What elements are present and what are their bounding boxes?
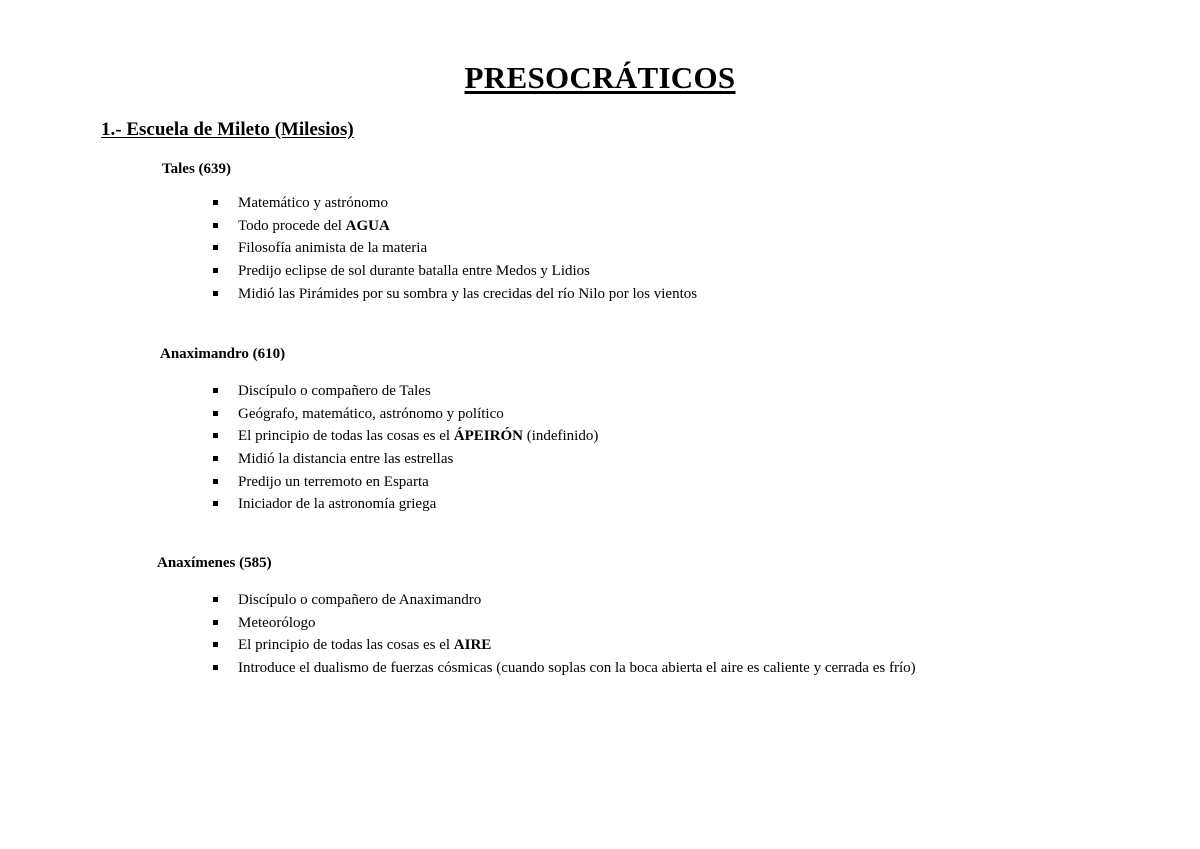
list-item: [213, 215, 697, 238]
list-item: [213, 448, 598, 471]
point-text: Predijo eclipse de sol durante batalla entre Medos y Lidios: [238, 263, 590, 280]
page-title: PRESOCRÁTICOS: [464, 60, 736, 95]
list-item: [213, 380, 598, 403]
point-text: Meteorólogo: [238, 614, 316, 631]
list-item: [213, 425, 598, 448]
point-keyword: AIRE: [453, 637, 492, 654]
anaximandro-points-list: [213, 380, 598, 516]
square-bullet-icon: [213, 411, 218, 416]
point-text: Matemático y astrónomo: [238, 195, 388, 211]
point-text: Midió la distancia entre las estrellas: [238, 451, 454, 468]
point-keyword: AGUA: [345, 217, 390, 234]
tales-points-list: [213, 192, 697, 305]
square-bullet-icon: [213, 456, 218, 461]
list-item: [213, 283, 697, 306]
list-item: [213, 471, 598, 494]
list-item: [213, 612, 916, 635]
square-bullet-icon: [213, 268, 218, 273]
square-bullet-icon: [213, 245, 218, 250]
philosopher-heading-tales: Tales (639): [162, 161, 232, 177]
point-text: Midió las Pirámides por su sombra y las crecidas del río Nilo por los vientos: [238, 285, 698, 302]
point-text: El principio de todas las cosas es el: [238, 428, 454, 445]
philosopher-heading-anaximandro: Anaximandro (610): [160, 346, 286, 362]
square-bullet-icon: [213, 501, 218, 506]
point-text: Todo procede del: [238, 217, 346, 234]
square-bullet-icon: [213, 620, 218, 625]
square-bullet-icon: [213, 642, 218, 647]
point-keyword: ÁPEIRÓN: [453, 428, 523, 445]
point-text: Introduce el dualismo de fuerzas cósmicas (cuando soplas con la boca abierta el aire es caliente y cerrada es frío): [238, 660, 916, 677]
point-text: Geógrafo, matemático, astrónomo y político: [238, 405, 504, 422]
square-bullet-icon: [213, 388, 218, 393]
section-heading: 1.- Escuela de Mileto (Milesios): [101, 119, 354, 140]
square-bullet-icon: [213, 433, 218, 438]
square-bullet-icon: [213, 665, 218, 670]
list-item: [213, 403, 598, 426]
point-text: Discípulo o compañero de Tales: [238, 383, 431, 399]
square-bullet-icon: [213, 200, 218, 205]
point-text: El principio de todas las cosas es el: [238, 637, 454, 654]
point-text: Iniciador de la astronomía griega: [238, 496, 437, 513]
list-item: [213, 657, 916, 680]
list-item: [213, 589, 916, 612]
list-item: [213, 634, 916, 657]
anaximenes-points-list: [213, 589, 916, 680]
list-item: [213, 237, 697, 260]
square-bullet-icon: [213, 479, 218, 484]
list-item: [213, 192, 697, 215]
square-bullet-icon: [213, 291, 218, 296]
point-text: Filosofía animista de la materia: [238, 240, 428, 257]
point-text-after: (indefinido): [522, 428, 599, 445]
point-text: Predijo un terremoto en Esparta: [238, 473, 429, 490]
list-item: [213, 260, 697, 283]
point-text: Discípulo o compañero de Anaximandro: [238, 592, 482, 608]
square-bullet-icon: [213, 597, 218, 602]
square-bullet-icon: [213, 223, 218, 228]
philosopher-heading-anaximenes: Anaxímenes (585): [157, 555, 272, 571]
list-item: [213, 493, 598, 516]
